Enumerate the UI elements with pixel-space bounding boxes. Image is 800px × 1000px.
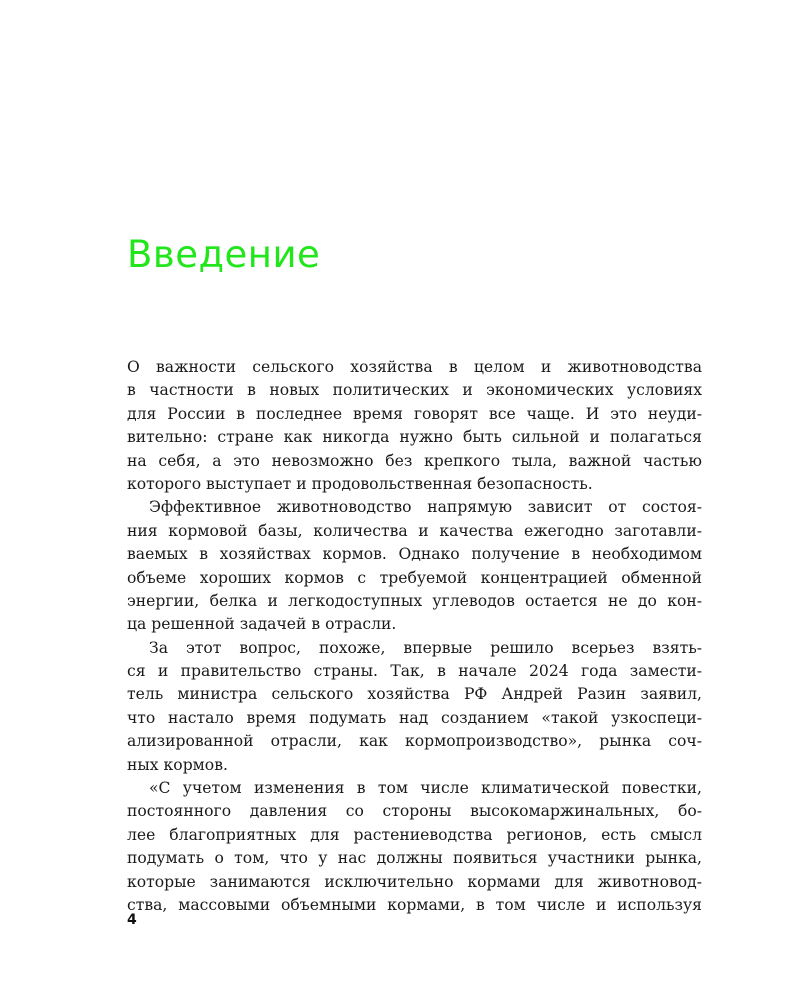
text-line: ния кормовой базы, количества и качества ежегодно заготавли- bbox=[127, 521, 702, 540]
text-line: ваемых в хозяйствах кормов. Однако получение в необходимом bbox=[127, 545, 702, 564]
text-line: ся и правительство страны. Так, в начале 2024 года замести- bbox=[127, 662, 702, 681]
text-line: постоянного давления со стороны высокомаржинальных, бо- bbox=[127, 802, 702, 821]
text-line: О важности сельского хозяйства в целом и животноводства bbox=[127, 358, 702, 376]
page-number: 4 bbox=[127, 912, 137, 928]
text-line: в частности в новых политических и экономических условиях bbox=[127, 381, 702, 400]
text-line: ных кормов. bbox=[127, 755, 228, 774]
text-line: что настало время подумать над созданием «такой узкоспеци- bbox=[127, 708, 702, 727]
paragraph-start-line: «С учетом изменения в том числе климатической повестки, bbox=[149, 779, 702, 798]
text-line: лее благоприятных для растениеводства регионов, есть смысл bbox=[127, 825, 702, 844]
text-line: энергии, белка и легкодоступных углеводов остается не до кон- bbox=[127, 591, 702, 610]
paragraph-start-line: За этот вопрос, похоже, впервые решило всерьез взять- bbox=[149, 638, 702, 657]
text-line: ца решенной задачей в отрасли. bbox=[127, 615, 397, 634]
text-line: ализированной отрасли, как кормопроизводство», рынка соч- bbox=[127, 732, 702, 751]
text-line: объеме хороших кормов с требуемой концентрацией обменной bbox=[127, 568, 702, 587]
text-line: для России в последнее время говорят все чаще. И это неуди- bbox=[127, 404, 702, 423]
text-line: на себя, а это невозможно без крепкого тыла, важной частью bbox=[127, 451, 702, 470]
text-line: подумать о том, что у нас должны появиться участники рынка, bbox=[127, 849, 702, 868]
text-line: которого выступает и продовольственная безопасность. bbox=[127, 474, 593, 493]
chapter-title: Введение bbox=[127, 233, 321, 276]
text-line: ства, массовыми объемными кормами, в том числе и используя bbox=[127, 895, 702, 914]
text-line: вительно: стране как никогда нужно быть сильной и полагаться bbox=[127, 428, 702, 447]
text-line: которые занимаются исключительно кормами для животновод- bbox=[127, 872, 702, 891]
paragraph-start-line: Эффективное животноводство напрямую зависит от состоя- bbox=[149, 498, 702, 517]
text-line: тель министра сельского хозяйства РФ Андрей Разин заявил, bbox=[127, 685, 702, 704]
body-text bbox=[127, 356, 702, 917]
